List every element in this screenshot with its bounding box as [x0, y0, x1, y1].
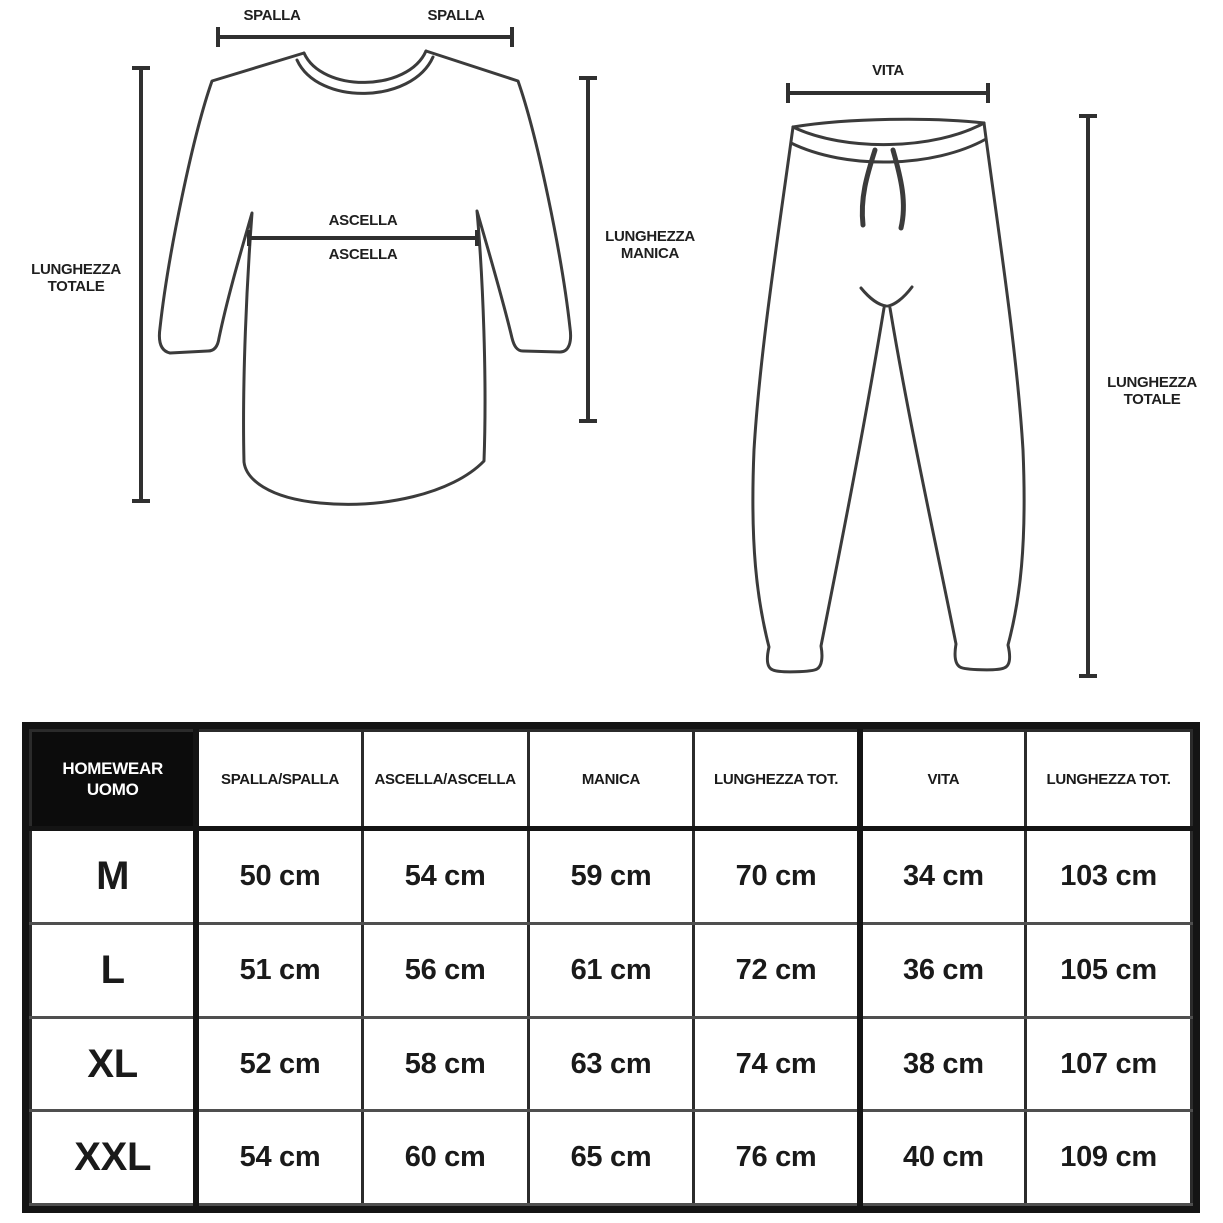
- value-cell: 59 cm: [528, 829, 694, 924]
- value-cell: 56 cm: [362, 924, 528, 1018]
- header-cell-lunghezza-tot-pants: LUNGHEZZA TOT.: [1026, 731, 1192, 829]
- value-cell: 58 cm: [362, 1017, 528, 1111]
- chest-label-bottom: ASCELLA: [328, 246, 398, 263]
- table-row-m: [31, 829, 1192, 924]
- shoulder-measure-line: [218, 27, 512, 47]
- pants-waistband-top: [793, 119, 984, 127]
- table-title-cell: HOMEWEAR UOMO: [31, 731, 197, 829]
- shirt-collar-rib: [297, 57, 433, 93]
- pants-drawing: [753, 119, 1024, 672]
- value-cell: 52 cm: [196, 1017, 362, 1111]
- size-cell: XL: [31, 1017, 197, 1111]
- shirt-drawing: [159, 51, 570, 504]
- value-cell: 65 cm: [528, 1111, 694, 1205]
- shirt-total-length-label: LUNGHEZZA TOTALE: [31, 261, 121, 295]
- value-cell: 63 cm: [528, 1017, 694, 1111]
- value-cell: 51 cm: [196, 924, 362, 1018]
- value-cell: 103 cm: [1026, 829, 1192, 924]
- header-cell-manica: MANICA: [528, 731, 694, 829]
- shirt-collar-opening: [304, 51, 426, 82]
- shoulder-label-left: SPALLA: [243, 7, 301, 24]
- table-row-l: [31, 924, 1192, 1018]
- sleeve-length-measure-line: [579, 78, 597, 421]
- size-table: [29, 729, 1193, 1206]
- waist-label: VITA: [872, 62, 904, 79]
- value-cell: 54 cm: [362, 829, 528, 924]
- size-cell: M: [31, 829, 197, 924]
- chest-label-top: ASCELLA: [328, 212, 398, 229]
- size-cell: L: [31, 924, 197, 1018]
- shoulder-label-right: SPALLA: [427, 7, 485, 24]
- header-row: [31, 731, 1192, 829]
- value-cell: 54 cm: [196, 1111, 362, 1205]
- value-cell: 34 cm: [860, 829, 1026, 924]
- table-row-xl: [31, 1017, 1192, 1111]
- pants-waistband-stitch: [791, 139, 986, 162]
- chest-measure-line: [249, 230, 477, 246]
- sleeve-length-label: LUNGHEZZA MANICA: [605, 228, 695, 262]
- pants-crotch: [861, 287, 912, 306]
- value-cell: 74 cm: [694, 1017, 860, 1111]
- value-cell: 60 cm: [362, 1111, 528, 1205]
- value-cell: 36 cm: [860, 924, 1026, 1018]
- header-cell-lunghezza-tot-shirt: LUNGHEZZA TOT.: [694, 731, 860, 829]
- header-cell-ascella: ASCELLA/ASCELLA: [362, 731, 528, 829]
- size-table-wrapper: [22, 722, 1200, 1213]
- pants-total-length-label: LUNGHEZZA TOTALE: [1107, 374, 1197, 408]
- pants-right-leg: [890, 123, 1024, 670]
- value-cell: 61 cm: [528, 924, 694, 1018]
- value-cell: 105 cm: [1026, 924, 1192, 1018]
- value-cell: 76 cm: [694, 1111, 860, 1205]
- size-cell: XXL: [31, 1111, 197, 1205]
- header-cell-spalla: SPALLA/SPALLA: [196, 731, 362, 829]
- shirt-total-length-measure-line: [132, 68, 150, 501]
- pants-total-length-measure-line: [1079, 116, 1097, 676]
- value-cell: 72 cm: [694, 924, 860, 1018]
- value-cell: 107 cm: [1026, 1017, 1192, 1111]
- waist-measure-line: [788, 83, 988, 103]
- pants-waistband-bottom: [793, 123, 984, 145]
- table-row-xxl: [31, 1111, 1192, 1205]
- value-cell: 70 cm: [694, 829, 860, 924]
- value-cell: 109 cm: [1026, 1111, 1192, 1205]
- value-cell: 50 cm: [196, 829, 362, 924]
- measure-lines: [132, 27, 1097, 676]
- value-cell: 38 cm: [860, 1017, 1026, 1111]
- header-cell-vita: VITA: [860, 731, 1026, 829]
- value-cell: 40 cm: [860, 1111, 1026, 1205]
